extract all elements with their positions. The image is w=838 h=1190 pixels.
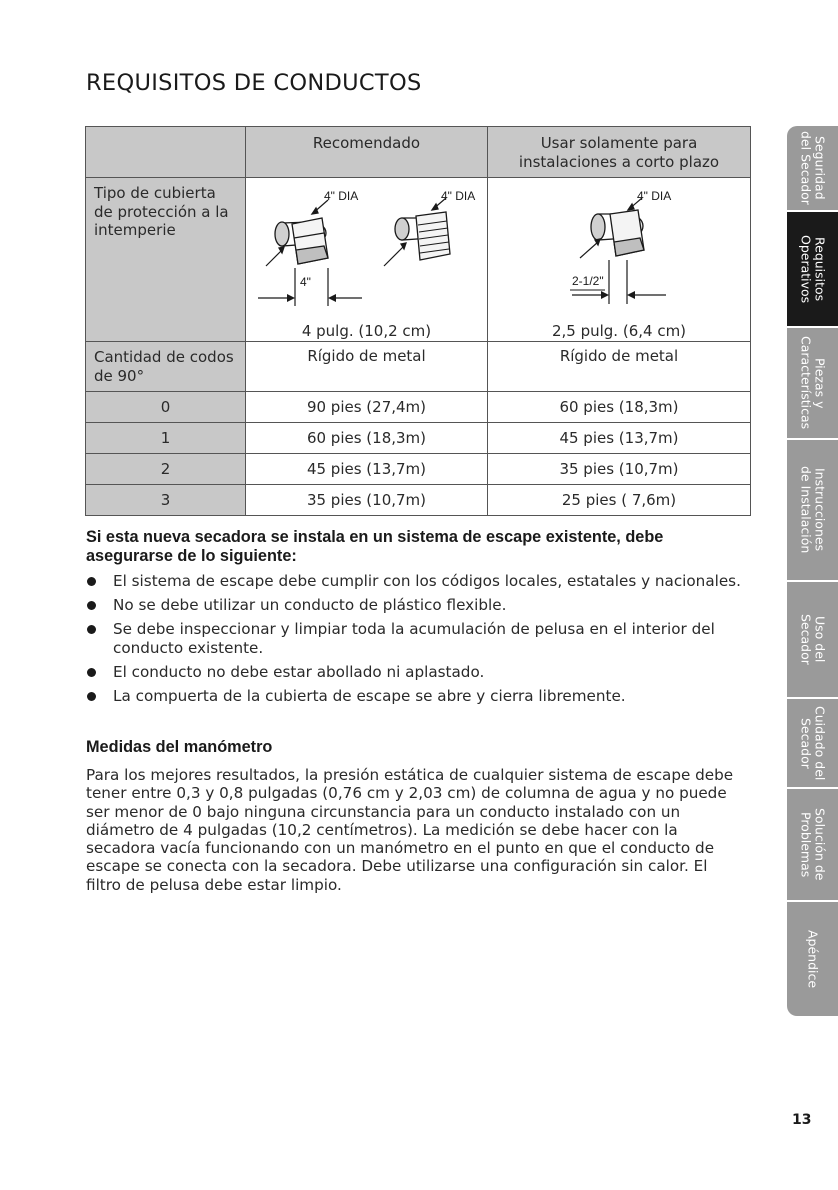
elbow-count-cell: 1 [86,423,246,454]
page-title: REQUISITOS DE CONDUCTOS [86,70,422,96]
bullet-icon [87,601,96,610]
list-item [86,620,750,657]
dim-label-short-term: 2-1/2" [572,274,604,288]
small-flap-hood-illustration [580,198,644,258]
side-tab-label: Uso del Secador [798,614,828,665]
table-row-material [86,342,751,392]
material-recommended: Rígido de metal [246,342,488,392]
table-row [86,454,751,485]
existing-system-checklist [86,572,750,711]
side-tab-label: Requisitos Operativos [798,234,828,304]
side-tab-label: Piezas y Características [798,336,828,430]
length-short-term-cell: 25 pies ( 7,6m) [488,485,751,516]
bullet-icon [87,692,96,701]
length-recommended-cell: 45 pies (13,7m) [246,454,488,485]
dim-label-recommended: 4" [300,275,311,289]
elbow-count-cell: 2 [86,454,246,485]
list-item-text: El sistema de escape debe cumplir con los códigos locales, estatales y nacionales. [113,572,741,590]
length-recommended-cell: 35 pies (10,7m) [246,485,488,516]
table-row-cap-type [86,178,751,342]
list-item [86,596,750,615]
table-row [86,392,751,423]
dia-label-right: 4" DIA [441,189,476,203]
existing-system-intro: Si esta nueva secadora se instala en un sistema de escape existente, debe asegurarse de lo siguiente: [86,528,664,565]
table-header-empty [86,127,246,178]
side-tab-seguridad[interactable] [787,126,838,210]
side-tab-label: Apéndice [805,929,821,989]
side-tab-instrucciones[interactable] [787,440,838,580]
material-short-term: Rígido de metal [488,342,751,392]
flap-hood-illustration [266,200,328,266]
list-item-text: El conducto no debe estar abollado ni aplastado. [113,662,485,681]
side-tab-apendice[interactable] [787,902,838,1016]
list-item [86,663,750,682]
table-header-row [86,127,751,178]
table-header-short-term: Usar solamente para instalaciones a corto plazo [488,127,751,178]
table-header-recommended: Recomendado [246,127,488,178]
side-tab-piezas[interactable] [787,328,838,438]
elbow-count-cell: 3 [86,485,246,516]
list-item [86,572,750,591]
elbow-count-label: Cantidad de codos de 90° [86,342,246,392]
list-item-text: No se debe utilizar un conducto de plástico flexible. [113,596,507,614]
length-recommended-cell: 60 pies (18,3m) [246,423,488,454]
cap-short-term-cell [488,178,751,342]
recommended-size: 4 pulg. (10,2 cm) [301,322,432,340]
list-item-text: La compuerta de la cubierta de escape se abre y cierra libremente. [113,686,626,705]
length-recommended-cell: 90 pies (27,4m) [246,392,488,423]
bullet-icon [87,625,96,634]
side-tab-label: Solución de Problemas [798,808,828,881]
short-term-hood-figure [488,178,751,341]
side-tab-label: Seguridad del Secador [798,131,828,205]
length-short-term-cell: 45 pies (13,7m) [488,423,751,454]
list-item-text: Se debe inspeccionar y limpiar toda la acumulación de pelusa en el interior del conducto existente. [113,620,715,657]
recommended-hoods-figure [246,178,488,341]
bullet-icon [87,668,96,677]
list-item [86,687,750,706]
length-short-term-cell: 35 pies (10,7m) [488,454,751,485]
manometer-paragraph: Para los mejores resultados, la presión estática de cualquier sistema de escape debe tener entre 0,3 y 0,8 pulgadas (0,76 cm y 2,03 cm) de columna de agua y no puede ser menor de 0 bajo ninguna circunstancia para un conducto instalado con un diámetro de 4 pulgadas (10,2 centímetros). La medición se debe hacer con la secadora vacía funcionando con un manómetro en el punto en que el conducto de escape se conecta con la secadora. Debe utilizarse una configuración sin calor. El filtro de pelusa debe estar limpio. [86,766,734,894]
bullet-icon [87,577,96,586]
manometer-heading: Medidas del manómetro [86,738,273,756]
side-tab-label: Instrucciones de Instalación [798,466,828,554]
side-tab-cuidado[interactable] [787,699,838,787]
page-number: 13 [792,1112,812,1128]
table-row [86,485,751,516]
elbow-count-cell: 0 [86,392,246,423]
dia-label-left: 4" DIA [324,189,359,203]
side-tab-requisitos[interactable] [787,212,838,326]
cap-recommended-cell [246,178,488,342]
side-tab-label: Cuidado del Secador [798,705,828,781]
louvered-hood-illustration [384,198,450,266]
side-tab-uso[interactable] [787,582,838,697]
length-short-term-cell: 60 pies (18,3m) [488,392,751,423]
short-term-size: 2,5 pulg. (6,4 cm) [551,322,687,340]
cap-type-label: Tipo de cubierta de protección a la intemperie [86,178,246,342]
side-tab-solucion[interactable] [787,789,838,900]
table-row [86,423,751,454]
duct-requirements-table [85,126,751,516]
dia-label-short-term: 4" DIA [637,189,672,203]
